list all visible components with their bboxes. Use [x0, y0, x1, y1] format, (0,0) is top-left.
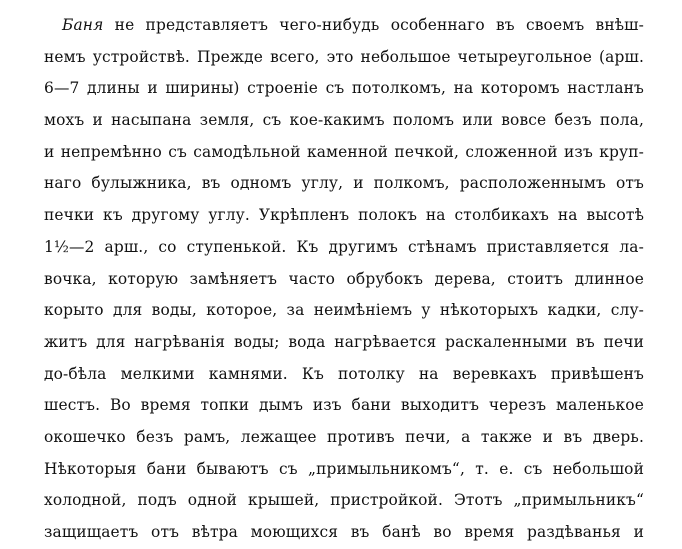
text-line: 6—7 длины и ширины) строеніе съ потолкомъ, на которомъ настланъ: [44, 79, 644, 98]
text-line: Нѣкоторыя бани бываютъ съ „примыльникомъ“, т. е. съ небольшой: [44, 459, 644, 478]
lead-word: Баня: [62, 16, 104, 34]
text-line: шестъ. Во время топки дымъ изъ бани выходитъ черезъ маленькое: [44, 396, 644, 415]
text-line: наго булыжника, въ одномъ углу, и полкомъ, расположеннымъ отъ: [44, 174, 644, 193]
text-line: вочка, которую замѣняетъ часто обрубокъ дерева, стоитъ длинное: [44, 269, 644, 288]
text-line: и непремѣнно съ самодѣльной каменной печкой, сложенной изъ круп-: [44, 142, 644, 161]
text-line: немъ устройствѣ. Прежде всего, это небольшое четыреугольное (арш.: [44, 47, 644, 66]
text-line: окошечко безъ рамъ, лежащее противъ печи, а также и въ дверь.: [44, 427, 644, 446]
text-line: до-бѣла мелкими камнями. Къ потолку на веревкахъ привѣшенъ: [44, 364, 644, 383]
text-line: защищаетъ отъ вѣтра моющихся въ банѣ во время раздѣванья и: [44, 523, 644, 541]
text-line: печки къ другому углу. Укрѣпленъ полокъ на столбикахъ на высотѣ: [44, 206, 644, 225]
text-line: холодной, подъ одной крышей, пристройкой. Этотъ „примыльникъ“: [44, 491, 644, 510]
text-line: [44, 10, 644, 42]
text-line: житъ для нагрѣванія воды; вода нагрѣвается раскаленными въ печи: [44, 332, 644, 351]
line-text: не представляетъ чего-нибудь особеннаго въ своемъ внѣш-: [103, 16, 644, 34]
text-line: 1½—2 арш., со ступенькой. Къ другимъ стѣнамъ приставляется ла-: [44, 237, 644, 256]
text-line: мохъ и насыпана земля, съ кое-какимъ поломъ или вовсе безъ пола,: [44, 111, 644, 130]
text-line: корыто для воды, которое, за неимѣніемъ у нѣкоторыхъ кадки, слу-: [44, 301, 644, 320]
